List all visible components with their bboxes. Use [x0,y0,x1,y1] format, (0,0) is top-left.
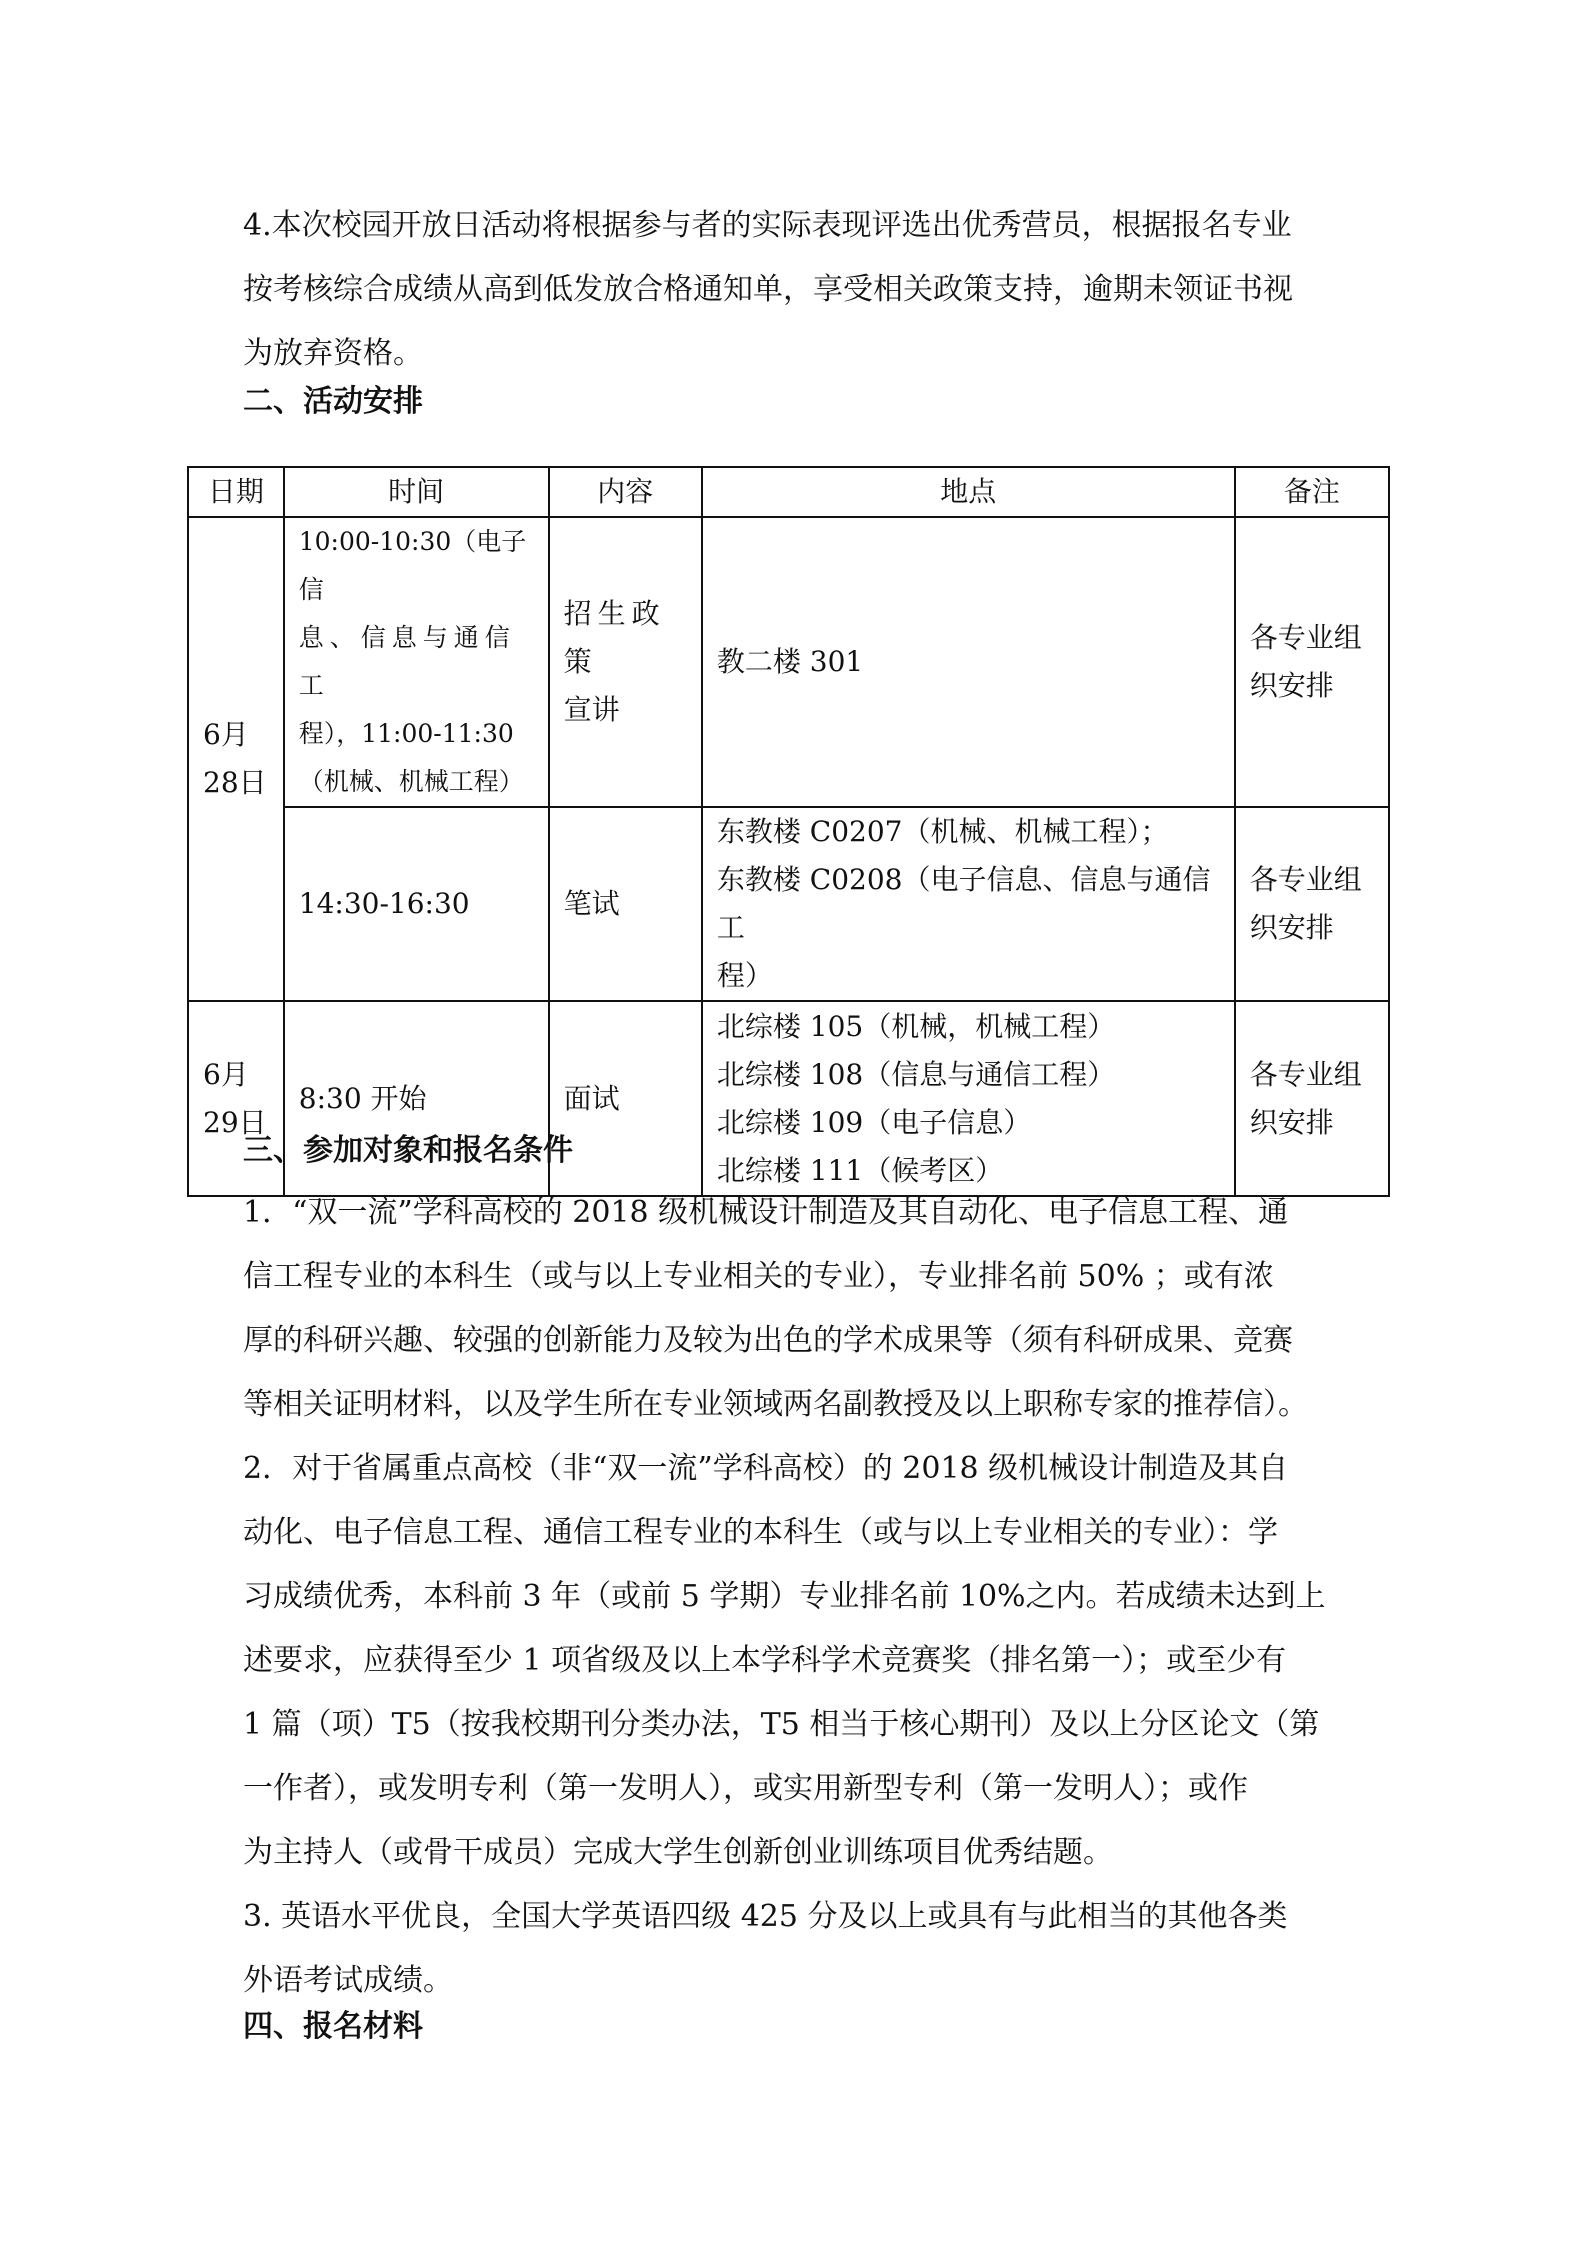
time-cell [284,807,549,1001]
eligibility-line: 动化、电子信息工程、通信工程专业的本科生（或与以上专业相关的专业）：学 [243,1515,1278,1550]
note-text: 各专业组 [1249,1057,1362,1091]
place-text: 东教楼 C0207（机械、机械工程）； [716,815,1169,848]
intro-line: 为放弃资格。 [243,336,423,371]
place-text: 北综楼 105（机械，机械工程） [716,1009,1116,1043]
eligibility-line: 信工程专业的本科生（或与以上专业相关的专业），专业排名前 50% ；或有浓 [243,1259,1274,1294]
time-text: （机械、机械工程） [298,767,524,796]
date-text: 6月 [203,1057,249,1091]
time-text: 14:30-16:30 [298,887,470,920]
content-text: 招生政策 [563,597,666,678]
table-row [188,517,1389,807]
table-header-row [188,467,1389,517]
note-text: 织安排 [1249,669,1334,702]
date-text: 6月 [203,718,249,751]
header-note: 备注 [1235,467,1389,517]
place-cell [702,1001,1235,1196]
note-text: 织安排 [1249,1105,1334,1139]
header-time: 时间 [284,467,549,517]
header-date: 日期 [188,467,284,517]
eligibility-line: 1 篇（项）T5（按我校期刊分类办法，T5 相当于核心期刊）及以上分区论文（第 [243,1707,1320,1742]
time-text: 程），11:00-11:30 [298,719,514,748]
note-text: 各专业组 [1249,621,1362,654]
section-heading-eligibility: 三、参加对象和报名条件 [243,1133,573,1168]
content-text: 宣讲 [563,693,620,726]
eligibility-line: 外语考试成绩。 [243,1963,453,1998]
eligibility-line: 3. 英语水平优良，全国大学英语四级 425 分及以上或具有与此相当的其他各类 [243,1899,1288,1934]
content-text: 面试 [563,1081,620,1115]
note-cell [1235,1001,1389,1196]
eligibility-line: 述要求，应获得至少 1 项省级及以上本学科学术竞赛奖（排名第一）；或至少有 [243,1643,1287,1678]
place-text: 程） [716,959,773,992]
note-text: 织安排 [1249,911,1334,944]
time-text: 息、信息与通信工 [298,623,516,700]
eligibility-line: 为主持人（或骨干成员）完成大学生创新创业训练项目优秀结题。 [243,1835,1113,1870]
place-text: 教二楼 301 [716,645,864,678]
schedule-table [187,466,1390,1197]
date-text: 29日 [203,1105,267,1139]
section-heading-materials: 四、报名材料 [243,2009,423,2044]
date-text: 28日 [203,766,267,799]
eligibility-line: 等相关证明材料，以及学生所在专业领域两名副教授及以上职称专家的推荐信）。 [243,1387,1308,1422]
place-text: 东教楼 C0208（电子信息、信息与通信工 [716,863,1211,944]
time-cell [284,517,549,807]
intro-line: 按考核综合成绩从高到低发放合格通知单，享受相关政策支持，逾期未领证书视 [243,272,1293,307]
eligibility-line: 1．“双一流”学科高校的 2018 级机械设计制造及其自动化、电子信息工程、通 [243,1195,1289,1230]
content-cell [549,517,702,807]
note-text: 各专业组 [1249,863,1362,896]
eligibility-paragraph [243,1181,1358,2013]
header-content: 内容 [549,467,702,517]
note-cell [1235,807,1389,1001]
header-place: 地点 [702,467,1235,517]
place-text: 北综楼 108（信息与通信工程） [716,1057,1116,1091]
place-cell [702,807,1235,1001]
eligibility-line: 习成绩优秀，本科前 3 年（或前 5 学期）专业排名前 10%之内。若成绩未达到上 [243,1579,1326,1614]
intro-line: 4.本次校园开放日活动将根据参与者的实际表现评选出优秀营员，根据报名专业 [243,208,1292,243]
content-text: 笔试 [563,887,620,920]
intro-paragraph [243,194,1358,386]
place-cell [702,517,1235,807]
section-heading-schedule: 二、活动安排 [243,384,423,419]
place-text: 北综楼 109（电子信息） [716,1105,1032,1139]
time-text: 8:30 开始 [298,1081,427,1115]
eligibility-line: 2．对于省属重点高校（非“双一流”学科高校）的 2018 级机械设计制造及其自 [243,1451,1289,1486]
note-cell [1235,517,1389,807]
content-cell [549,807,702,1001]
eligibility-line: 一作者），或发明专利（第一发明人），或实用新型专利（第一发明人）；或作 [243,1771,1248,1806]
eligibility-line: 厚的科研兴趣、较强的创新能力及较为出色的学术成果等（须有科研成果、竞赛 [243,1323,1293,1358]
time-text: 10:00-10:30（电子信 [298,527,527,604]
date-cell-day1 [188,517,284,1001]
place-text: 北综楼 111（候考区） [716,1153,1004,1187]
table-row [188,807,1389,1001]
